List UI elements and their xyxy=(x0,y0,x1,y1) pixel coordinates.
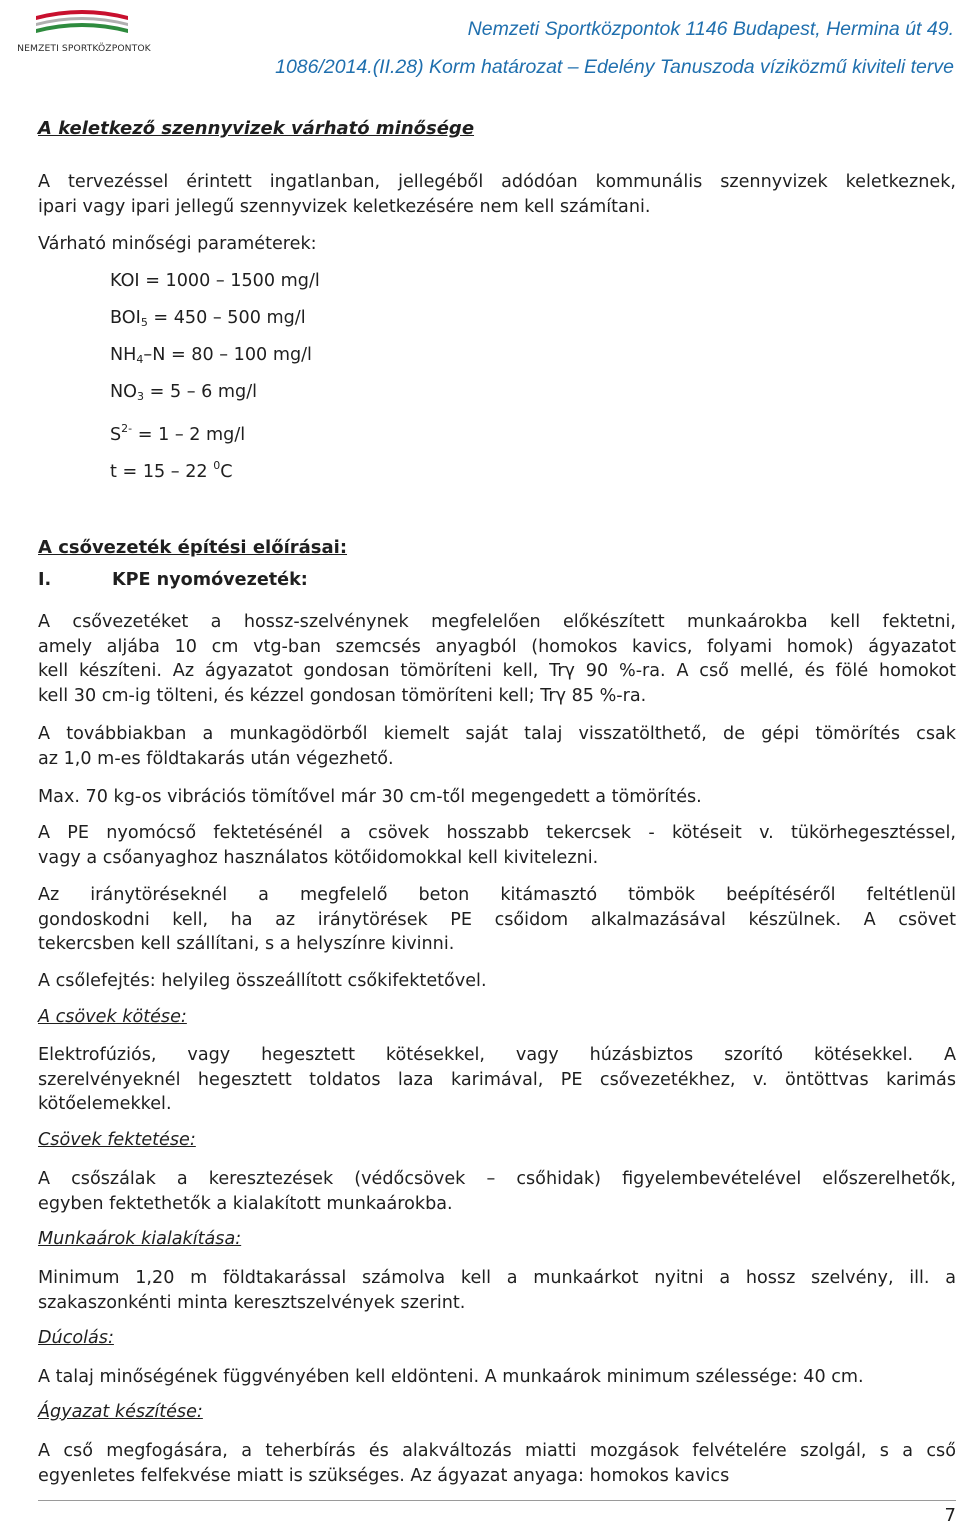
paragraph-backfill: A továbbiakban a munkagödörből kiemelt saját talaj visszatölthető, de gépi tömörítés csak az 1,0 m-es földtakarás után végezhető. xyxy=(38,724,956,769)
header-project-title: 1086/2014.(II.28) Korm határozat – Edelény Tanuszoda víziközmű kiviteli terve xyxy=(275,56,954,78)
subheading-shoring: Dúcolás: xyxy=(38,1328,114,1348)
paragraph-compaction: Max. 70 kg-os vibrációs tömítővel már 30 cm-től megengedett a tömörítés. xyxy=(38,787,702,807)
paragraph-trench-bedding: A csővezetéket a hossz-szelvénynek megfelelően előkészített munkaárokba kell fektetni, amely aljába 10 cm vtg-ban szemcsés anyagból (homokos kavics, folyami homok) ágyazatot kell készíteni. Az ágyazatot gondosan tömöríteni kell, Trγ 90 %-ra. A cső mellé, és fölé homokot kell 30 cm-ig tölteni, és kézzel gondosan tömöríteni kell; Trγ 85 %-ra. xyxy=(38,612,956,707)
section-title-wastewater-quality: A keletkező szennyvizek várható minősége xyxy=(38,118,475,139)
param-temperature: t = 15 – 22 $^0$C xyxy=(110,459,233,482)
intro-line-2: ipari vagy ipari jellegű szennyvizek keletkezésére nem kell számítani. xyxy=(38,196,651,217)
param-nh4-n: $NH_4-N = 80 - 100$ mg/l xyxy=(110,345,312,366)
param-no3: $NO_3 = 5 - 6$ mg/l xyxy=(110,382,258,403)
paragraph-pipe-unreeling: A csőlefejtés: helyileg összeállított csőkifektetővel. xyxy=(38,971,487,991)
kpe-title: KPE nyomóvezeték: xyxy=(112,570,308,590)
paragraph-bedding: A cső megfogására, a teherbírás és alakváltozás miatti mozgások felvételére szolgál, s a cső egyenletes felfekvése miatt is szükséges. Az ágyazat anyaga: homokos kavics xyxy=(38,1441,956,1486)
param-boi5: $BOI_5 = 450 - 500$ mg/l xyxy=(110,308,306,329)
paragraph-pipe-laying: A csőszálak a keresztezések (védőcsövek – csőhidak) figyelembevételével előszerelhetők, egyben fektethetők a kialakított munkaárokba. xyxy=(38,1169,956,1214)
paragraph-trench-forming: Minimum 1,20 m földtakarással számolva kell a munkaárkot nyitni a hossz szelvény, ill. a szakaszonkénti minta keresztszelvények szerint. xyxy=(38,1268,956,1313)
section-title-pipeline-rules: A csővezeték építési előírásai: xyxy=(38,537,348,558)
footer-divider xyxy=(38,1500,956,1501)
param-s2: $S^{2-} = 1 - 2$ mg/l xyxy=(110,422,246,445)
paragraph-pe-pipe-joints: A PE nyomócső fektetésénél a csövek hosszabb tekercsek - kötéseit v. tükörhegesztéssel, vagy a csőanyaghoz használatos kötőidomokkal kell kivitelezni. xyxy=(38,823,956,868)
kpe-heading xyxy=(38,570,308,590)
paragraph-thrust-blocks: Az iránytöréseknél a megfelelő beton kitámasztó tömbök beépítéséről feltétlenül gondoskodni kell, ha az iránytörések PE csőidom alkalmazásával készülnek. A csövet tekercsben kell szállítani, s a helyszínre kivinni. xyxy=(38,885,956,955)
param-koi: KOI = 1000 – 1500 mg/l xyxy=(110,271,320,291)
paragraph-joint-methods: Elektrofúziós, vagy hegesztett kötésekkel, vagy húzásbiztos szorító kötésekkel. A szerelvényeknél hegesztett toldatos laza karimával, PE csővezetékhez, v. öntöttvas karimás kötőelemekkel. xyxy=(38,1045,956,1115)
subheading-bedding: Ágyazat készítése: xyxy=(38,1402,203,1422)
logo-text: NEMZETI SPORTKÖZPONTOK xyxy=(17,43,151,54)
intro-line-1: A tervezéssel érintett ingatlanban, jellegéből adódóan kommunális szennyvizek keletkeznek, xyxy=(38,172,956,192)
params-label: Várható minőségi paraméterek: xyxy=(38,234,317,254)
paragraph-shoring: A talaj minőségének függvényében kell eldönteni. A munkaárok minimum szélessége: 40 cm. xyxy=(38,1367,864,1387)
kpe-number: I. xyxy=(38,570,52,590)
subheading-trench-forming: Munkaárok kialakítása: xyxy=(38,1229,242,1249)
organization-logo xyxy=(4,6,164,58)
subheading-pipe-laying: Csövek fektetése: xyxy=(38,1130,196,1150)
subheading-pipe-joints: A csövek kötése: xyxy=(38,1007,187,1027)
header-organization-address: Nemzeti Sportközpontok 1146 Budapest, Hermina út 49. xyxy=(467,18,954,40)
intro-paragraph xyxy=(38,170,956,219)
page-number: 7 xyxy=(944,1505,956,1526)
logo-stripes-icon xyxy=(30,6,134,40)
